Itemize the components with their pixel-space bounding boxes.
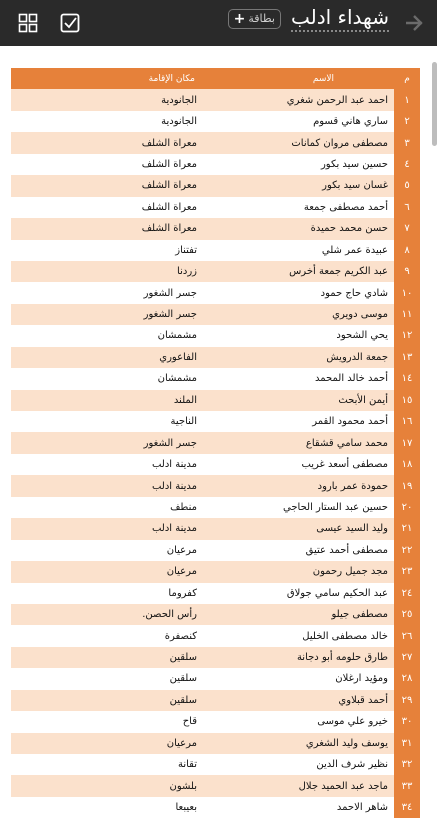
table-row: [11, 625, 420, 646]
row-number-cell: ٢٠: [394, 497, 420, 518]
name-cell: غسان سيد بكور: [203, 175, 394, 196]
row-number-cell: ١٩: [394, 475, 420, 496]
table-row: [11, 325, 420, 346]
row-number-cell: ١٠: [394, 282, 420, 303]
name-cell: طارق حلومه أبو دجانة: [203, 647, 394, 668]
place-cell: قاح: [11, 711, 203, 732]
row-number-cell: ٣٢: [394, 754, 420, 775]
table-row: [11, 583, 420, 604]
row-number-cell: ٣١: [394, 733, 420, 754]
scrollbar[interactable]: [432, 62, 437, 146]
name-cell: عبد الكريم جمعة أخرس: [203, 261, 394, 282]
row-number-cell: ١٤: [394, 368, 420, 389]
table-row: [11, 797, 420, 818]
row-number-cell: ١٣: [394, 347, 420, 368]
place-cell: سلقين: [11, 668, 203, 689]
table-row: [11, 411, 420, 432]
row-number-cell: ٤: [394, 154, 420, 175]
place-cell: سلقين: [11, 647, 203, 668]
place-cell: جسر الشغور: [11, 282, 203, 303]
place-cell: منطف: [11, 497, 203, 518]
row-number-cell: ٦: [394, 197, 420, 218]
place-cell: معراة الشلف: [11, 197, 203, 218]
name-cell: عبيدة عمر شلي: [203, 240, 394, 261]
row-number-cell: ١٧: [394, 432, 420, 453]
place-cell: معراة الشلف: [11, 175, 203, 196]
name-cell: أحمد مصطفى جمعة: [203, 197, 394, 218]
row-number-cell: ٩: [394, 261, 420, 282]
back-arrow-icon[interactable]: [401, 0, 427, 46]
table-row: [11, 561, 420, 582]
name-cell: جمعة الدرويش: [203, 347, 394, 368]
table-row: [11, 690, 420, 711]
table-row: [11, 432, 420, 453]
place-cell: الجانودية: [11, 89, 203, 110]
table-row: [11, 454, 420, 475]
page-title[interactable]: شهداء ادلب: [291, 5, 389, 32]
name-cell: ماجد عبد الحميد جلال: [203, 775, 394, 796]
name-cell: موسى دويري: [203, 304, 394, 325]
name-cell: حسين سيد بكور: [203, 154, 394, 175]
document-table-wrapper: [11, 68, 420, 818]
grid-icon[interactable]: [16, 0, 40, 46]
table-row: [11, 733, 420, 754]
place-cell: معراة الشلف: [11, 154, 203, 175]
name-cell: وليد السيد عيسى: [203, 518, 394, 539]
place-cell: كنصفرة: [11, 625, 203, 646]
place-cell: مدينة ادلب: [11, 475, 203, 496]
title-group: [228, 5, 389, 32]
table-row: [11, 475, 420, 496]
place-cell: الجانودية: [11, 111, 203, 132]
name-cell: أيمن الأبحث: [203, 390, 394, 411]
plus-icon: +: [233, 10, 246, 27]
name-cell: أحمد قبلاوي: [203, 690, 394, 711]
place-cell: تقانة: [11, 754, 203, 775]
table-row: [11, 647, 420, 668]
place-cell: مدينة ادلب: [11, 454, 203, 475]
table-row: [11, 604, 420, 625]
place-cell: جسر الشغور: [11, 432, 203, 453]
name-cell: أحمد خالد المحمد: [203, 368, 394, 389]
table-row: [11, 775, 420, 796]
name-cell: مصطفى أسعد غريب: [203, 454, 394, 475]
name-cell: حسين عبد الستار الحاجي: [203, 497, 394, 518]
row-number-cell: ٣٣: [394, 775, 420, 796]
name-cell: مصطفى أحمد عتيق: [203, 540, 394, 561]
table-row: [11, 89, 420, 110]
table-row: [11, 154, 420, 175]
place-cell: مرعيان: [11, 733, 203, 754]
row-number-cell: ١٨: [394, 454, 420, 475]
martyrs-table: [11, 68, 420, 818]
place-cell: بلشون: [11, 775, 203, 796]
row-number-cell: ٣: [394, 132, 420, 153]
table-row: [11, 304, 420, 325]
table-row: [11, 540, 420, 561]
table-row: [11, 518, 420, 539]
row-number-cell: ٣٤: [394, 797, 420, 818]
name-cell: مصطفى جيلو: [203, 604, 394, 625]
row-number-cell: ١٥: [394, 390, 420, 411]
name-cell: يوسف وليد الشغري: [203, 733, 394, 754]
place-cell: مرعيان: [11, 540, 203, 561]
table-row: [11, 111, 420, 132]
table-row: [11, 261, 420, 282]
table-row: [11, 668, 420, 689]
place-cell: مشمشان: [11, 325, 203, 346]
name-cell: شادي حاج حمود: [203, 282, 394, 303]
row-number-cell: ٥: [394, 175, 420, 196]
row-number-cell: ١٢: [394, 325, 420, 346]
table-row: [11, 711, 420, 732]
place-cell: الفاعوري: [11, 347, 203, 368]
row-number-cell: ٢٩: [394, 690, 420, 711]
tag-label: بطاقة: [248, 12, 275, 25]
place-cell: الناجية: [11, 411, 203, 432]
checklist-icon[interactable]: [58, 0, 82, 46]
place-cell: تفتناز: [11, 240, 203, 261]
table-row: [11, 754, 420, 775]
name-cell: مجد جميل رحمون: [203, 561, 394, 582]
row-number-cell: ٢٤: [394, 583, 420, 604]
table-row: [11, 175, 420, 196]
place-cell: مرعيان: [11, 561, 203, 582]
table-row: [11, 347, 420, 368]
place-cell: رأس الحصن.: [11, 604, 203, 625]
row-number-cell: ٢٧: [394, 647, 420, 668]
row-number-cell: ١٦: [394, 411, 420, 432]
row-number-cell: ٢١: [394, 518, 420, 539]
row-number-cell: ٢: [394, 111, 420, 132]
row-number-cell: ٢٢: [394, 540, 420, 561]
place-cell: معراة الشلف: [11, 132, 203, 153]
name-cell: ومؤيد ارغلان: [203, 668, 394, 689]
row-number-cell: ٢٨: [394, 668, 420, 689]
place-cell: بعيبعا: [11, 797, 203, 818]
name-cell: خالد مصطفى الخليل: [203, 625, 394, 646]
row-number-cell: ١: [394, 89, 420, 110]
place-cell: سلقين: [11, 690, 203, 711]
table-body: [11, 89, 420, 818]
place-cell: مدينة ادلب: [11, 518, 203, 539]
name-cell: حسن محمد حميدة: [203, 218, 394, 239]
name-cell: مصطفى مروان كمانات: [203, 132, 394, 153]
table-row: [11, 282, 420, 303]
add-tag-button[interactable]: [228, 9, 281, 29]
name-cell: عبد الحكيم سامي جولاق: [203, 583, 394, 604]
row-number-cell: ٨: [394, 240, 420, 261]
name-cell: يحي الشحود: [203, 325, 394, 346]
table-row: [11, 218, 420, 239]
name-cell: خيرو علي موسى: [203, 711, 394, 732]
name-cell: محمد سامي قشقاع: [203, 432, 394, 453]
place-cell: مشمشان: [11, 368, 203, 389]
row-number-cell: ٢٣: [394, 561, 420, 582]
table-row: [11, 197, 420, 218]
table-header-row: [11, 68, 420, 89]
header-num: م: [394, 68, 420, 89]
name-cell: أحمد محمود القمر: [203, 411, 394, 432]
place-cell: كفروما: [11, 583, 203, 604]
name-cell: شاهر الاحمد: [203, 797, 394, 818]
row-number-cell: ٢٥: [394, 604, 420, 625]
name-cell: احمد عبد الرحمن شغري: [203, 89, 394, 110]
table-row: [11, 390, 420, 411]
header-name: الاسم: [203, 68, 394, 89]
name-cell: ساري هاني قسوم: [203, 111, 394, 132]
row-number-cell: ٧: [394, 218, 420, 239]
place-cell: زردنا: [11, 261, 203, 282]
name-cell: نظير شرف الدين: [203, 754, 394, 775]
top-bar: [0, 0, 437, 46]
place-cell: جسر الشغور: [11, 304, 203, 325]
place-cell: معراة الشلف: [11, 218, 203, 239]
place-cell: الملند: [11, 390, 203, 411]
table-row: [11, 497, 420, 518]
table-row: [11, 240, 420, 261]
row-number-cell: ٢٦: [394, 625, 420, 646]
row-number-cell: ٣٠: [394, 711, 420, 732]
name-cell: حمودة عمر بارود: [203, 475, 394, 496]
table-row: [11, 132, 420, 153]
table-row: [11, 368, 420, 389]
header-place: مكان الإقامة: [11, 68, 203, 89]
row-number-cell: ١١: [394, 304, 420, 325]
